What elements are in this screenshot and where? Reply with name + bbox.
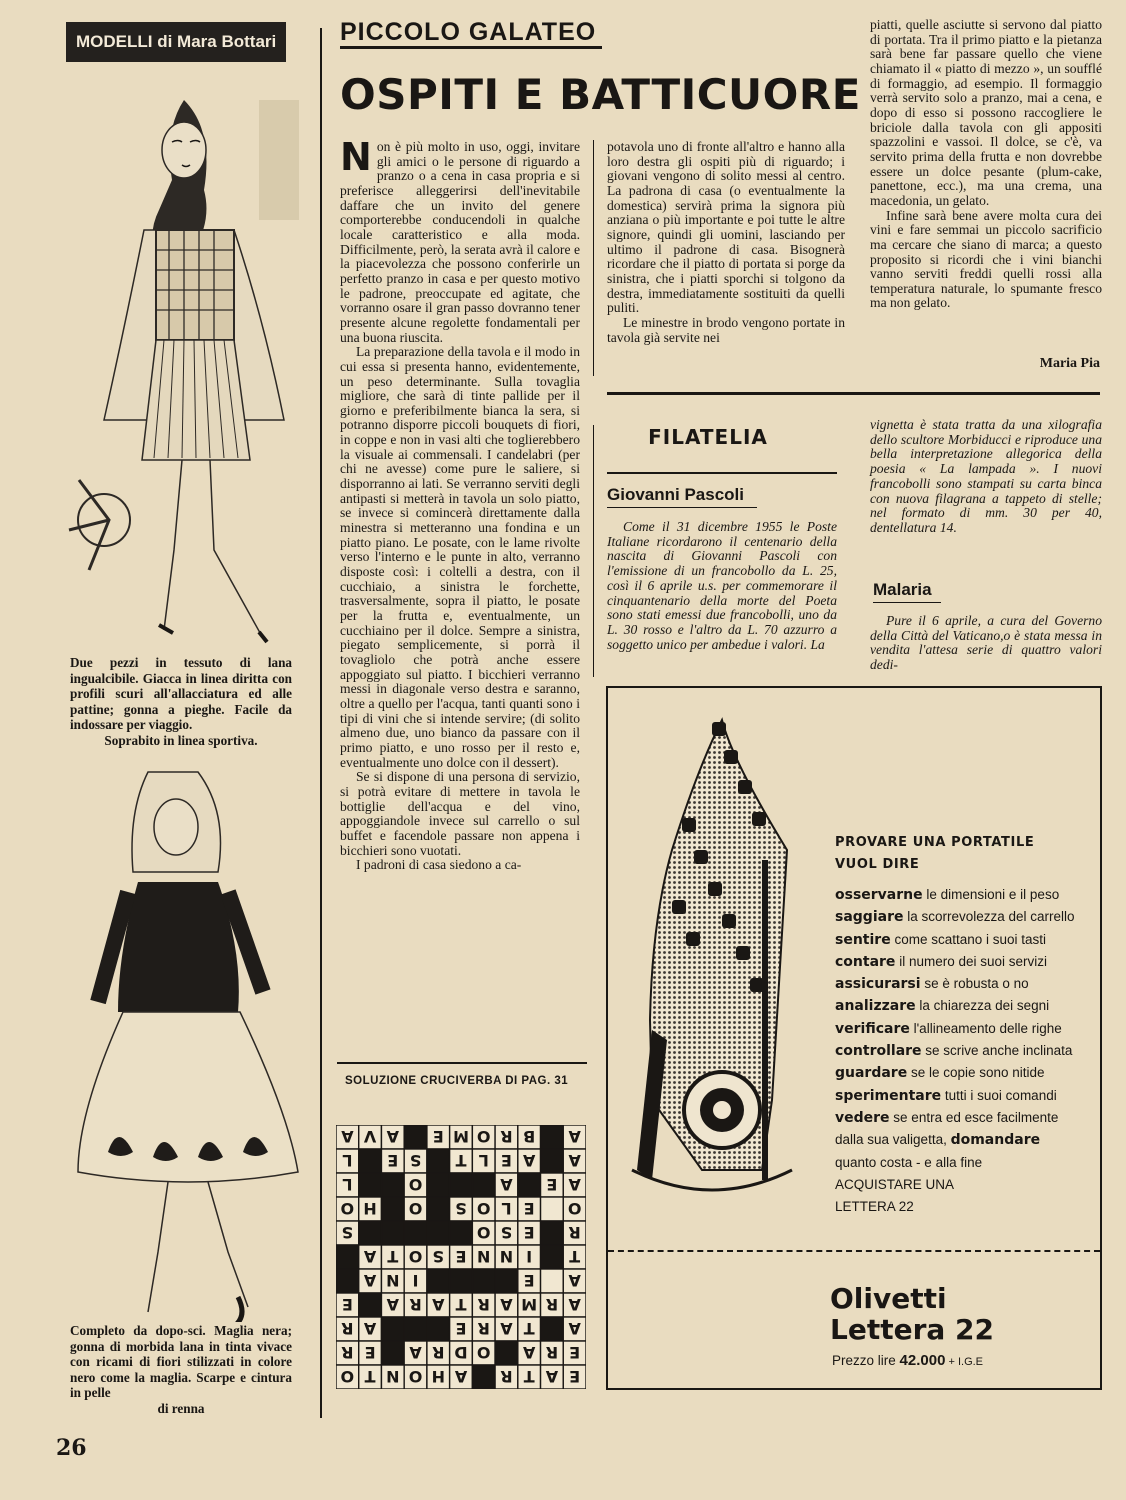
ad-headline [835, 832, 1034, 876]
crossword-letter: R [500, 1127, 513, 1146]
article-paragraph-2: La preparazione della tavola e il modo in cui essa si presenta hanno, evidentemente, un peso determinante. Sulla tovaglia migliore, che sarà di tinte pallide per il giorno e preferibilmente bianca la sera, si potranno disporre piccoli bouquets di fiori, in coppe e non in vasi alti che toglierebbero la visuale ai commensali. I candelabri (per chi ne avesse) come pure le saliere, si disporranno ai lati. Se verranno serviti degli antipasti si metterà in tavola un solo piatto, se invece si comincerà direttamente dalla minestra si metteranno una fondina e un piatto piano. Le posate, con le lame rivolte verso l'interno e le punte in alto, verranno disposte così: i coltelli a destra, con il cucchiaio, a sinistra le forchette, trasversalmente, sopra il piatto, le posate per la frutta e, eventualmente, un cucchiaino per il dolce. Sempre a sinistra, piegato semplicemente, si porrà il tovagliolo che potrà anche essere appoggiato sul piatto. I bicchieri verranno messi in diagonale verso destra e saranno, oltre a quello per l'acqua, tanti quanti sono i tipi di vini che si intende servire; (di solito almeno due, uno bianco da passare con il primo piatto, e uno rosso per il resto e, eventualmente uno dolce con il dessert). [340, 344, 580, 770]
crossword-black-cell [381, 1317, 404, 1341]
crossword-black-cell [336, 1245, 359, 1269]
crossword-letter: A [500, 1295, 513, 1314]
article-paragraph-5: potavola uno di fronte all'altro e hanno alla loro destra gli ospiti più di riguardo; i giovani vengono di solito messi al centro. La padrona di casa (o eventualmente la domestica) servirà prima la signora più anziana o più importante e poi tutte le altre signore, quindi gli uomini, lasciando per ultimo il padrone di casa. Bisognerà ricordare che il piatto di portata si porge da sinistra, che i piatti sporchi si tolgono da destra, immediatamente sostituiti da quelli puliti. [607, 139, 845, 316]
crossword-letter: E [523, 1271, 535, 1290]
crossword-black-cell [427, 1173, 450, 1197]
ad-headline-line-2: VUOL DIRE [835, 857, 920, 872]
ad-item: dalla sua valigetta, domandare [835, 1132, 1041, 1149]
filatelia-rule [607, 472, 837, 474]
subtitle-pascoli-rule [607, 507, 757, 508]
crossword-letter: N [477, 1247, 491, 1266]
ad-item: contare il numero dei suoi servizi [835, 953, 1047, 970]
crossword-letter: O [408, 1175, 423, 1194]
crossword-cell [541, 1269, 564, 1293]
page-number: 26 [56, 1435, 87, 1461]
crossword-letter: A [386, 1127, 400, 1146]
crossword-letter: N [386, 1271, 400, 1290]
crossword-letter: A [568, 1271, 581, 1290]
crossword-letter: S [432, 1247, 445, 1266]
crossword-letter: O [340, 1367, 355, 1386]
crossword-letter: L [478, 1151, 489, 1170]
crossword-letter: O [408, 1367, 423, 1386]
article-paragraph-7: piatti, quelle asciutte si servono dal piatto di portata. Tra il primo piatto e la pietanza sarà bene far passare quello che viene chiamato il « piatto di mezzo », un soufflé di formaggio, ad esempio. Il formaggio verrà servito solo a pranzo, mai a cena, e dopo di esso si possono raccogliere le briciole dalla tavola con gli appositi spazzolini e vassoi. Il dolce, se c'è, va servito prima della frutta e non dovrebbe essere un dolce pesante (plum-cake, panettone, ecc.), ma una crema, una macedonia, un gelato. [870, 17, 1102, 208]
filatelia-paragraph-2: vignetta è stata tratta da una xilografia dello scultore Morbiducci e riproduce una bella interpretazione allegorica della poesia « La lampada ». I nuovi francobolli sono stampati su carta binca con nuova filagrana a tappeto di stelle; nel formato di mm. 30 per 40, dentellatura 14. [870, 417, 1102, 535]
crossword-black-cell [381, 1341, 404, 1365]
crossword-black-cell [427, 1149, 450, 1173]
crossword-black-cell [472, 1269, 495, 1293]
crossword-letter: R [545, 1295, 559, 1314]
caption-travel-suit [70, 655, 292, 749]
crossword-black-cell [404, 1317, 427, 1341]
article-column-1 [340, 135, 580, 873]
crossword-letter: O [476, 1127, 491, 1146]
crossword-letter: T [569, 1247, 581, 1266]
crossword-black-cell [472, 1173, 495, 1197]
drop-cap: N [340, 135, 372, 179]
crossword-letter: T [523, 1367, 535, 1386]
typewriter-illustration [612, 700, 822, 1245]
ad-item: guardare se le copie sono nitide [835, 1065, 1045, 1082]
ad-price-amount: 42.000 [899, 1352, 946, 1369]
crossword-letter: H [363, 1199, 377, 1218]
crossword-black-cell [359, 1173, 382, 1197]
crossword-letter: O [476, 1223, 491, 1242]
crossword-black-cell [427, 1197, 450, 1221]
caption-ski-outfit-body: Completo da dopo-sci. Maglia nera; gonna di morbida lana in tinta vivace con ricami di fiori stilizzati in colore nero come la maglia. Scarpe e cintura in pelle [70, 1323, 292, 1401]
crossword-black-cell [495, 1269, 518, 1293]
filatelia-text-2 [870, 418, 1102, 536]
caption-travel-suit-last: Soprabito in linea sportiva. [104, 732, 258, 748]
crossword-letter: R [341, 1343, 354, 1362]
crossword-letter: E [569, 1367, 581, 1386]
crossword-black-cell [381, 1197, 404, 1221]
crossword-black-cell [359, 1293, 382, 1317]
column-rule-left [320, 28, 322, 1418]
crossword-letter: B [523, 1127, 536, 1146]
crossword-letter: A [409, 1343, 422, 1362]
ad-brand-line-2: Lettera 22 [830, 1313, 995, 1346]
ad-dashed-divider [608, 1250, 1100, 1252]
crossword-letter: R [568, 1223, 581, 1242]
caption-ski-outfit [70, 1323, 292, 1417]
crossword-letter: O [567, 1199, 582, 1218]
fashion-illustration-ski-outfit [68, 752, 308, 1322]
crossword-letter: M [453, 1127, 469, 1146]
ad-checklist [835, 884, 1075, 1218]
kicker-underline [340, 46, 602, 49]
crossword-black-cell [404, 1221, 427, 1245]
crossword-black-cell [541, 1245, 564, 1269]
crossword-letter: A [568, 1295, 581, 1314]
section-kicker: PICCOLO GALATEO [340, 18, 597, 46]
crossword-letter: E [341, 1295, 353, 1314]
caption-travel-suit-body: Due pezzi in tessuto di lana ingualcibile. Giacca in linea diritta con profili scuri all'allacciatura ed alle pattine; gonna a pieghe. Facile da indossare per viaggio. [70, 655, 292, 733]
crossword-black-cell [427, 1317, 450, 1341]
crossword-letter: O [476, 1343, 491, 1362]
crossword-letter: A [568, 1319, 581, 1338]
crossword-black-cell [541, 1149, 564, 1173]
ad-item: assicurarsi se è robusta o no [835, 976, 1029, 993]
crossword-letter: R [341, 1319, 354, 1338]
crossword-letter: A [568, 1151, 581, 1170]
article-paragraph-3: Se si dispone di una persona di servizio, si potrà evitare di mettere in tavola le bottiglie dell'acqua e del vino, appoggiandole invece sul carrello o sul buffet e facendole passare non appena i bicchieri sono vuotati. [340, 769, 580, 858]
crossword-grid [336, 1125, 586, 1389]
ad-price-tax: + I.G.E [945, 1356, 984, 1368]
crossword-letter: R [477, 1319, 490, 1338]
filatelia-title: FILATELIA [648, 425, 768, 449]
ad-price-label: Prezzo lire [832, 1353, 900, 1368]
crossword-letter: H [431, 1367, 445, 1386]
crossword-black-cell [381, 1173, 404, 1197]
crossword-letter: A [363, 1271, 377, 1290]
crossword-black-cell [450, 1173, 473, 1197]
ad-item: saggiare la scorrevolezza del carrello [835, 909, 1075, 926]
caption-ski-outfit-last: di renna [157, 1400, 205, 1416]
filatelia-text-3 [870, 614, 1102, 673]
ad-item: verificare l'allineamento delle righe [835, 1020, 1062, 1037]
crossword-letter: M [521, 1295, 538, 1314]
article-headline: OSPITI E BATTICUORE [340, 70, 861, 119]
crossword-letter: A [432, 1295, 445, 1314]
crossword-letter: A [341, 1127, 354, 1146]
crossword-black-cell [381, 1221, 404, 1245]
crossword-black-cell [450, 1221, 473, 1245]
crossword-letter: A [522, 1343, 536, 1362]
subtitle-malaria-rule [873, 602, 941, 603]
crossword-black-cell [518, 1173, 541, 1197]
crossword-cell [541, 1197, 564, 1221]
models-tag: MODELLI di Mara Bottari [66, 22, 286, 62]
crossword-letter: R [432, 1343, 445, 1362]
crossword-letter: A [568, 1127, 581, 1146]
crossword-letter: T [364, 1367, 376, 1386]
crossword-letter: R [477, 1295, 490, 1314]
ad-item: controllare se scrive anche inclinata [835, 1043, 1073, 1060]
crossword-black-cell [541, 1221, 564, 1245]
article-paragraph-4: I padroni di casa siedono a ca- [356, 857, 522, 873]
crossword-black-cell [359, 1149, 382, 1173]
crossword-letter: E [364, 1343, 376, 1362]
crossword-letter: E [523, 1199, 535, 1218]
crossword-letter: A [363, 1247, 377, 1266]
ad-headline-line-1: PROVARE UNA PORTATILE [835, 835, 1035, 850]
crossword-letter: E [455, 1247, 467, 1266]
crossword-black-cell [450, 1269, 473, 1293]
subtitle-malaria: Malaria [873, 580, 932, 599]
column-rule-center [593, 140, 594, 376]
ad-brand-line-1: Olivetti [830, 1282, 947, 1315]
crossword-letter: R [545, 1343, 559, 1362]
crossword-letter: O [340, 1199, 355, 1218]
crossword-letter: E [523, 1223, 535, 1242]
ad-price [832, 1352, 983, 1369]
crossword-letter: O [476, 1199, 491, 1218]
crossword-letter: L [342, 1175, 353, 1194]
crossword-letter: L [501, 1199, 512, 1218]
crossword-letter: E [387, 1151, 399, 1170]
crossword-rule-top [337, 1062, 587, 1064]
crossword-letter: E [500, 1151, 512, 1170]
article-signature: Maria Pia [1039, 356, 1100, 371]
crossword-letter: N [386, 1367, 400, 1386]
filatelia-paragraph-1: Come il 31 dicembre 1955 le Poste Italiane ricordarono il centenario della nascita di Giovanni Pascoli con l'emissione di un francobollo da L. 25, così il 6 aprile u.s. per commemorare il cinquantenario della morte del Poeta sono stati emessi due francobolli, uno da L. 30 rosso e l'altro da L. 70 azzurro a soggetto unico per ambedue i valori. La [607, 519, 837, 652]
crossword-letter: A [500, 1319, 513, 1338]
crossword-letter: A [454, 1367, 468, 1386]
crossword-letter: O [408, 1199, 423, 1218]
crossword-black-cell [541, 1317, 564, 1341]
crossword-letter: A [500, 1175, 513, 1194]
crossword-letter: S [341, 1223, 354, 1242]
crossword-letter: A [363, 1319, 377, 1338]
ad-item: analizzare la chiarezza dei segni [835, 998, 1050, 1015]
crossword-letter: L [342, 1151, 353, 1170]
filatelia-text-1 [607, 520, 837, 652]
ad-item: sperimentare tutti i suoi comandi [835, 1087, 1057, 1104]
crossword-letter: O [408, 1247, 423, 1266]
crossword-black-cell [472, 1365, 495, 1389]
column-rule-center-lower [593, 425, 594, 677]
ad-item: osservarne le dimensioni e il peso [835, 887, 1060, 903]
ad-line: LETTERA 22 [835, 1199, 914, 1215]
crossword-letter: E [546, 1175, 558, 1194]
crossword-black-cell [495, 1341, 518, 1365]
article-column-3 [870, 18, 1102, 311]
ad-item: sentire come scattano i suoi tasti [835, 931, 1047, 948]
crossword-letter: V [363, 1127, 377, 1146]
section-rule [607, 392, 1100, 395]
crossword-letter: R [500, 1367, 513, 1386]
fashion-illustration-travel-suit [64, 70, 304, 650]
crossword-black-cell [427, 1269, 450, 1293]
crossword-letter: A [386, 1295, 400, 1314]
ad-item: vedere se entra ed esce facilmente [835, 1109, 1059, 1126]
crossword-letter: S [409, 1151, 422, 1170]
crossword-letter: E [569, 1343, 581, 1362]
article-paragraph-1-text: on è più molto in uso, oggi, invitare gli amici o le persone di riguardo a pranzo o a cena in casa propria e si preferisce alleggerirsi dell'inevitabile daffare che un invito del genere comporterebbe conducendoli in qualche locale caratteristico e alla moda. Difficilmente, però, la serata avrà il calore e la piacevolezza che possono conferirle un perfetto pranzo in casa e per questo motivo le padrone, preoccupate ed agitate, che vorranno osare il gran passo dovranno tener presente alcune regolette fondamentali per una buona riuscita. [340, 139, 580, 345]
crossword-letter: D [454, 1343, 468, 1362]
crossword-letter: E [455, 1319, 467, 1338]
crossword-letter: I [526, 1247, 533, 1266]
crossword-title: SOLUZIONE CRUCIVERBA DI PAG. 31 [345, 1075, 569, 1087]
article-paragraph-8: Infine sarà bene avere molta cura dei vini e fare semmai un piccolo sacrificio ma cercare che siano di marca; a questo proposito si ricordi che i vini bianchi vanno serviti freddi quelli rossi alla temperatura naturale, lo spumante fresco ma non gelato. [870, 207, 1102, 311]
crossword-letter: T [455, 1151, 467, 1170]
crossword-letter: S [500, 1223, 513, 1242]
crossword-black-cell [336, 1269, 359, 1293]
crossword-black-cell [541, 1125, 564, 1149]
article-column-2 [607, 140, 845, 345]
crossword-letter: A [568, 1175, 581, 1194]
crossword-letter: I [412, 1271, 419, 1290]
crossword-letter: A [545, 1367, 559, 1386]
crossword-black-cell [359, 1221, 382, 1245]
crossword-letter: N [499, 1247, 514, 1266]
ad-line: quanto costa - e alla fine [835, 1154, 983, 1170]
subtitle-pascoli: Giovanni Pascoli [607, 485, 744, 504]
filatelia-paragraph-3: Pure il 6 aprile, a cura del Governo della Città del Vaticano,o è stata messa in vendita l'attesa serie di quattro valori dedi- [870, 613, 1102, 673]
crossword-black-cell [427, 1221, 450, 1245]
crossword-letter: E [432, 1127, 444, 1146]
article-paragraph-6: Le minestre in brodo vengono portate in tavola già servite nei [607, 314, 845, 345]
crossword-letter: T [523, 1319, 535, 1338]
crossword-letter: A [522, 1151, 536, 1170]
crossword-black-cell [404, 1125, 427, 1149]
article-paragraph-1 [340, 135, 580, 345]
ad-brand [830, 1283, 994, 1345]
crossword-letter: S [455, 1199, 467, 1218]
crossword-letter: T [455, 1295, 467, 1314]
crossword-letter: R [409, 1295, 422, 1314]
ad-line: ACQUISTARE UNA [835, 1176, 955, 1192]
crossword-letter: T [387, 1247, 399, 1266]
